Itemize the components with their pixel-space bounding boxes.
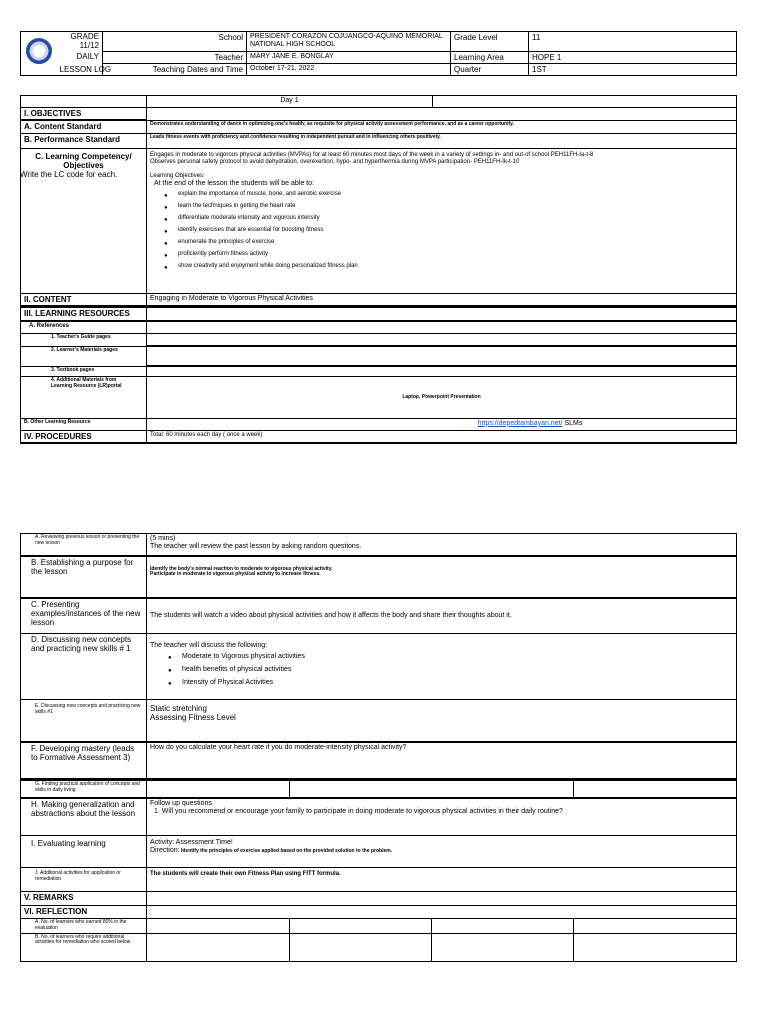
competency-note: Write the LC code for each. (20, 170, 118, 180)
reflection-b-label: B. No. of learners who require additional activities for remediation who scored below (21, 933, 147, 961)
evaluating-direction-label: Direction: (150, 847, 180, 855)
school-label: School (103, 32, 247, 52)
objectives-heading: I. OBJECTIVES (21, 108, 147, 121)
teacher-label: Teacher (103, 52, 247, 64)
discussing-2-line-2: Assessing Fitness Level (150, 713, 236, 723)
list-item: ● Intensity of Physical Activities (168, 676, 733, 689)
other-resource-suffix: SLMs (562, 419, 583, 427)
grade-level-label: Grade Level (451, 32, 529, 52)
content-value: Engaging in Moderate to Vigorous Physical Activities (147, 293, 737, 306)
page1-table (20, 95, 737, 444)
list-item: ● explain the importance of muscle, bone, and aerobic exercise (164, 188, 733, 200)
purpose-label: B. Establishing a purpose for the lesson (21, 556, 147, 598)
additional-activities-value: The students will create their own Fitness Plan using FITT formula. (147, 868, 737, 892)
content-standard-label: A. Content Standard (21, 120, 147, 133)
competency-label: C. Learning Competency/ Objectives (35, 151, 132, 170)
additional-materials-label: 4. Additional Materials from Learning Resource (LR)portal (21, 376, 147, 418)
presenting-label: C. Presenting examples/instances of the new lesson (21, 598, 147, 634)
discussing-1-list (168, 650, 733, 689)
content-standard-value: Demonstrates understanding of dance in optimizing one's health; as requisite for physical activity assessment performance, and as a career opportunity. (147, 120, 737, 133)
review-time: (5 mins) (150, 535, 176, 542)
additional-activities-label: J. Additional activities for application or remediation (21, 868, 147, 892)
logo-cell (21, 32, 57, 76)
page2-table (20, 533, 737, 962)
generalization-label: H. Making generalization and abstractions about the lesson (21, 798, 147, 836)
list-item: ● identify exercises that are essential for boosting fitness (164, 224, 733, 236)
discussing-2-label: E. Discussing new concepts and practicing new skills #1 (21, 700, 147, 742)
performance-standard-label: B. Performance Standard (21, 133, 147, 148)
deped-seal-icon (26, 38, 52, 64)
list-item: ● learn the techniques in getting the heart rate (164, 200, 733, 212)
teacher-value: MARY JANE E. BONGLAY (247, 52, 451, 64)
reflection-heading: VI. REFLECTION (21, 906, 147, 919)
other-resource-label: B. Other Learning Resource (21, 418, 147, 430)
school-value: PRESIDENT CORAZON COJUANGCO-AQUINO MEMORIAL NATIONAL HIGH SCHOOL (247, 32, 451, 52)
discussing-2-line-1: Static stretching (150, 704, 207, 713)
generalization-line-2: 1. Will you recommend or encourage your family to participate in doing moderate to vigorous physical activities in their daily routine? (154, 807, 563, 815)
learning-objectives-list (164, 188, 733, 272)
textbook-label: 3. Textbook pages (21, 366, 147, 376)
purpose-line-2: Participate in moderate to vigorous physical activity to increase fitness. (150, 571, 321, 578)
procedures-value: Total: 60 minutes each day ( once a week) (147, 430, 737, 443)
quarter-label: Quarter (451, 64, 529, 76)
application-label: G. Finding practical application of concepts and skills in daily living (21, 780, 147, 798)
additional-materials-value: Laptop, Powerpoint Presentation (147, 376, 737, 418)
other-resource-link[interactable]: https://depedtambayan.net/ (477, 419, 563, 427)
generalization-line-1: Follow up questions (150, 799, 212, 807)
dates-value: October 17-21, 2022 (247, 64, 451, 76)
grade-level-value: 11 (529, 32, 737, 52)
learning-objectives-title: Learning Objectives: (150, 173, 205, 180)
list-item: ● differentiate moderate intensity and vigorous intensity (164, 212, 733, 224)
purpose-line-1: Identify the body's normal reaction to moderate to vigorous physical activity. (150, 565, 333, 572)
discussing-1-label: D. Discussing new concepts and practicing new skills # 1 (21, 634, 147, 700)
remarks-heading: V. REMARKS (21, 892, 147, 906)
resources-heading: III. LEARNING RESOURCES (21, 306, 147, 321)
competency-line-1: Engages in moderate to vigorous physical activities (MVPAs) for at least 60 minutes most days of the week in a variety of settings in- and out-of school PEH11FH-Ia-t-8 (150, 151, 594, 158)
review-value: The teacher will review the past lesson by asking random questions. (150, 543, 362, 551)
learning-objectives-intro: At the end of the lesson the students will be able to: (154, 180, 314, 188)
learning-area-value: HOPE 1 (529, 52, 737, 64)
header-table (20, 31, 737, 76)
list-item: ● health benefits of physical activities (168, 663, 733, 676)
tg-label: 1. Teacher's Guide pages (21, 333, 147, 346)
mastery-value: How do you calculate your heart rate if you do moderate-intensity physical activity? (147, 742, 737, 780)
grade-label: GRADE (70, 32, 99, 41)
list-item: ● Moderate to Vigorous physical activities (168, 650, 733, 663)
list-item: ● proficiently perform fitness activity (164, 248, 733, 260)
discussing-1-intro: The teacher will discuss the following: (150, 642, 268, 649)
competency-line-2: Observes personal safety protocol to avoid dehydration, overexertion, hypo- and hyperthermia during MVPA participation- PEH11FH-Ik-t-10 (150, 158, 520, 165)
mastery-label: F. Developing mastery (leads to Formative Assessment 3) (21, 742, 147, 780)
day-label: Day 1 (147, 96, 433, 108)
references-label: A. References (21, 321, 147, 333)
quarter-value: 1ST (529, 64, 737, 76)
daily-label: DAILY (57, 52, 103, 64)
learning-area-label: Learning Area (451, 52, 529, 64)
performance-standard-value: Leads fitness events with proficiency and confidence resulting in independent pursuit and in influencing others positively. (147, 133, 737, 148)
list-item: ● show creativity and enjoyment while doing personalized fitness plan (164, 260, 733, 272)
procedures-heading: IV. PROCEDURES (21, 430, 147, 443)
lesson-log-label: LESSON LOG (57, 64, 103, 76)
grade-value: 11/12 (79, 40, 99, 50)
evaluating-direction-value: Identify the principles of exercise applied based on the provided solution to the problem. (179, 848, 393, 855)
list-item: ● enumerate the principles of exercise (164, 236, 733, 248)
lm-label: 2. Learner's Materials pages (21, 346, 147, 366)
content-label: II. CONTENT (21, 293, 147, 306)
reflection-a-label: A. No. of learners who earned 80% in the evaluation (21, 919, 147, 934)
presenting-value: The students will watch a video about physical activities and how it affects the body and share their thoughts about it. (147, 598, 737, 634)
dates-label: Teaching Dates and Time (103, 64, 247, 76)
evaluating-activity: Activity: Assessment Time! (150, 839, 233, 846)
evaluating-label: I. Evaluating learning (21, 836, 147, 868)
review-label: A. Reviewing previous lesson or presenting the new lesson (21, 534, 147, 556)
